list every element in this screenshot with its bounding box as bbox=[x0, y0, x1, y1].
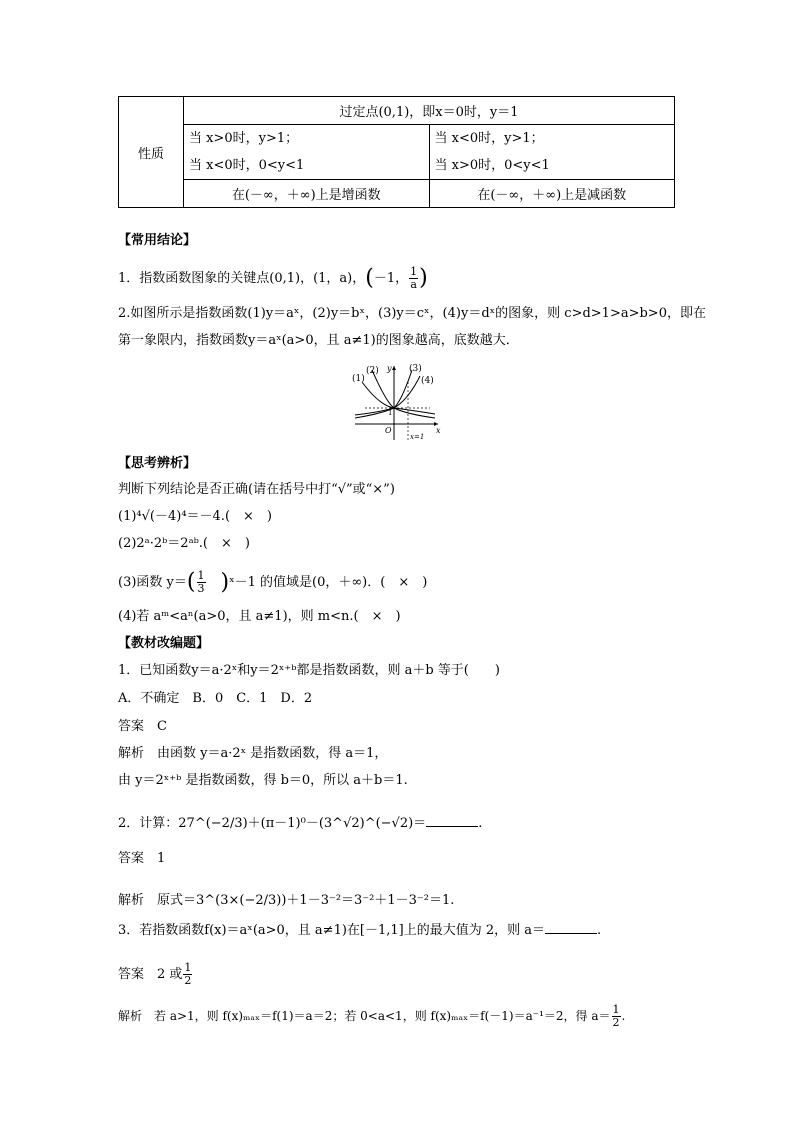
y-axis-arrow bbox=[392, 366, 396, 370]
label-2: (2) bbox=[366, 366, 379, 376]
fixed-point-cell: 过定点(0,1)，即x＝0时，y＝1 bbox=[184, 97, 675, 125]
right-case-a: 当 x<0时，y>1； bbox=[434, 131, 544, 146]
curve-1 bbox=[362, 382, 435, 414]
problem-1: 1．已知函数y＝a·2ˣ和y＝2ˣ⁺ᵇ都是指数函数，则 a＋b 等于( ) bbox=[118, 663, 500, 678]
left-case-b: 当 x<0时，0<y<1 bbox=[189, 158, 305, 173]
q3-post: ˣ－1 的值域是(0，＋∞)．( × ) bbox=[229, 575, 428, 590]
x-label: x bbox=[436, 426, 441, 435]
problem-3-answer bbox=[118, 962, 193, 987]
label-4: (4) bbox=[421, 376, 434, 386]
conclusion-1 bbox=[118, 266, 428, 291]
q3-pre: (3)函数 y＝ bbox=[118, 575, 187, 590]
decreasing-cases-cell bbox=[429, 125, 675, 180]
left-paren: ( bbox=[365, 265, 374, 291]
q3-left-paren: ( bbox=[186, 569, 196, 595]
think-q4: (4)若 aᵐ<aⁿ(a>0，且 a≠1)，则 m<n.( × ) bbox=[118, 609, 401, 624]
label-1: (1) bbox=[352, 374, 365, 384]
problem-1-analysis-2: 由 y＝2ˣ⁺ᵇ 是指数函数，得 b＝0，所以 a＋b＝1. bbox=[118, 773, 408, 788]
increasing-cases-cell bbox=[184, 125, 430, 180]
right-paren: ) bbox=[419, 265, 428, 291]
conclusion-1-point-x: －1， bbox=[373, 271, 409, 286]
problem-1-answer: 答案 C bbox=[118, 719, 167, 734]
problem-3-text: 3．若指数函数f(x)＝aˣ(a>0，且 a≠1)在[－1,1]上的最大值为 2，则 a＝ bbox=[118, 923, 546, 938]
problem-3-blank bbox=[545, 921, 597, 934]
x-eq-1-label: x=1 bbox=[410, 433, 425, 441]
problem-3-answer-pre: 答案 2 或 bbox=[118, 967, 183, 982]
problem-3-analysis-text: 解析 若 a>1，则 f(x)ₘₐₓ＝f(1)＝a＝2；若 0<a<1，则 f(x)ₘₐₓ＝f(－1)＝a⁻¹＝2，得 a＝ bbox=[118, 1009, 611, 1023]
problem-2-text: 2．计算：27^(−2/3)＋(π－1)⁰－(3^√2)^(−√2)＝ bbox=[118, 816, 427, 831]
think-q3 bbox=[118, 570, 427, 595]
problem-3-analysis: 解析 若 a>1，则 f(x)ₘₐₓ＝f(1)＝a＝2；若 0<a<1，则 f(x)ₘₐₓ＝f(－1)＝a⁻¹＝2，得 a＝ $\frac{1}{2}$ . bbox=[118, 1003, 626, 1029]
origin-label: O bbox=[385, 426, 392, 435]
think-intro: 判断下列结论是否正确(请在括号中打“√”或“×”) bbox=[118, 482, 395, 497]
conclusions-heading: 【常用结论】 bbox=[118, 233, 197, 248]
problem-3: 3．若指数函数f(x)＝aˣ(a>0，且 a≠1)在[－1,1]上的最大值为 2，则 a＝ . bbox=[118, 923, 602, 938]
think-q2: (2)2ᵃ·2ᵇ＝2ᵃᵇ.( × ) bbox=[118, 536, 250, 551]
properties-table bbox=[118, 96, 675, 208]
problem-2-blank bbox=[426, 814, 478, 827]
conclusion-1-text: 1．指数函数图象的关键点(0,1)，(1，a)， bbox=[118, 271, 366, 286]
decreasing-mono-cell: 在(－∞，＋∞)上是减函数 bbox=[429, 180, 675, 208]
problem-2: 2．计算：27^(−2/3)＋(π－1)⁰－(3^√2)^(−√2)＝ . bbox=[118, 816, 483, 831]
think-q1: (1)⁴√(－4)⁴＝－4.( × ) bbox=[118, 509, 272, 524]
left-case-a: 当 x>0时，y>1； bbox=[189, 131, 299, 146]
one-label: 1 bbox=[388, 409, 393, 417]
row-label: 性质 bbox=[119, 97, 184, 208]
exponential-graph bbox=[350, 362, 445, 442]
problem-2-analysis: 解析 原式＝3^(3×(−2/3))＋1－3⁻²＝3⁻²＋1－3⁻²＝1. bbox=[118, 893, 455, 908]
conclusion-2-line1: 2.如图所示是指数函数(1)y＝aˣ，(2)y＝bˣ，(3)y＝cˣ，(4)y＝dˣ的图象，则 c>d>1>a>b>0，即在 bbox=[118, 306, 706, 321]
conclusion-1-fraction: $\frac{1}{a}$ bbox=[410, 265, 418, 291]
problem-1-options: A．不确定 B．0 C．1 D．2 bbox=[118, 691, 313, 706]
textbook-heading: 【教材改编题】 bbox=[118, 636, 210, 651]
right-case-b: 当 x>0时，0<y<1 bbox=[434, 158, 550, 173]
y-label: y bbox=[387, 364, 392, 373]
q3-fraction: $\frac{1}{3}$ bbox=[197, 569, 205, 595]
think-heading: 【思考辨析】 bbox=[118, 456, 197, 471]
conclusion-2-line2: 第一象限内，指数函数y＝aˣ(a>0，且 a≠1)的图象越高，底数越大． bbox=[118, 333, 519, 348]
problem-3-answer-fraction: $\frac{1}{2}$ bbox=[184, 961, 192, 987]
problem-3-analysis-fraction: $\frac{1}{2}$ bbox=[612, 1003, 620, 1029]
increasing-mono-cell: 在(－∞，＋∞)上是增函数 bbox=[184, 180, 430, 208]
label-3: (3) bbox=[409, 364, 422, 374]
problem-1-analysis-1: 解析 由函数 y＝a·2ˣ 是指数函数，得 a＝1， bbox=[118, 746, 388, 761]
q3-right-paren: ) bbox=[220, 569, 230, 595]
problem-2-answer: 答案 1 bbox=[118, 851, 166, 866]
